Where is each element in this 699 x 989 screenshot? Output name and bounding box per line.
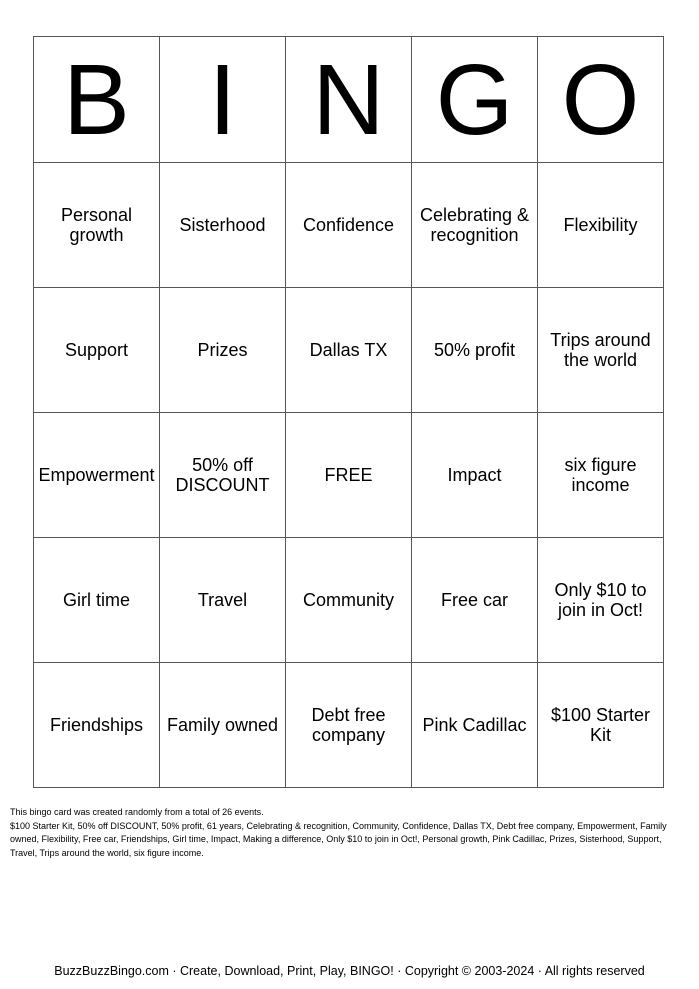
bingo-cell: Free car [412, 538, 538, 663]
bingo-cell: Impact [412, 413, 538, 538]
bingo-cell: Confidence [286, 163, 412, 288]
bingo-cell-center: FREE [286, 413, 412, 538]
card-info-intro: This bingo card was created randomly from a total of 26 events. [10, 807, 264, 817]
card-info-events-list: $100 Starter Kit, 50% off DISCOUNT, 50% profit, 61 years, Celebrating & recognition, Community, Confidence, Dallas TX, Debt free company, Empowerment, Family owned, Flexibility, Free car, Friendships, Girl time, Impact, Making a difference, Only $10 to join in Oct!, Personal growth, Pink Cadillac, Prizes, Sisterhood, Support, Travel, Trips around the world, six figure income. [10, 820, 667, 858]
bingo-cell: Celebrating & recognition [412, 163, 538, 288]
bingo-cell: Only $10 to join in Oct! [538, 538, 664, 663]
header-letter-g: G [412, 37, 538, 163]
bingo-cell: Community [286, 538, 412, 663]
bingo-cell: Travel [160, 538, 286, 663]
bingo-cell: Support [34, 288, 160, 413]
bingo-cell: Friendships [34, 663, 160, 788]
bingo-cell: Prizes [160, 288, 286, 413]
bingo-cell: Debt free company [286, 663, 412, 788]
card-row [34, 163, 664, 288]
bingo-cell: Trips around the world [538, 288, 664, 413]
bingo-cell: Dallas TX [286, 288, 412, 413]
bingo-card [33, 36, 664, 788]
card-row [34, 538, 664, 663]
card-row [34, 663, 664, 788]
bingo-cell: Girl time [34, 538, 160, 663]
bingo-cell: 50% profit [412, 288, 538, 413]
header-letter-n: N [286, 37, 412, 163]
bingo-cell: Sisterhood [160, 163, 286, 288]
bingo-cell: $100 Starter Kit [538, 663, 664, 788]
header-letter-b: B [34, 37, 160, 163]
bingo-cell: 50% off DISCOUNT [160, 413, 286, 538]
card-row [34, 288, 664, 413]
page-footer: BuzzBuzzBingo.com · Create, Download, Print, Play, BINGO! · Copyright © 2003-2024 · All rights reserved [54, 964, 645, 978]
bingo-cell: Family owned [160, 663, 286, 788]
bingo-cell: Personal growth [34, 163, 160, 288]
bingo-cell: six figure income [538, 413, 664, 538]
header-row [34, 37, 664, 163]
card-info [10, 806, 690, 860]
bingo-cell: Flexibility [538, 163, 664, 288]
card-row [34, 413, 664, 538]
header-letter-o: O [538, 37, 664, 163]
bingo-cell: Pink Cadillac [412, 663, 538, 788]
bingo-cell: Empowerment [34, 413, 160, 538]
header-letter-i: I [160, 37, 286, 163]
